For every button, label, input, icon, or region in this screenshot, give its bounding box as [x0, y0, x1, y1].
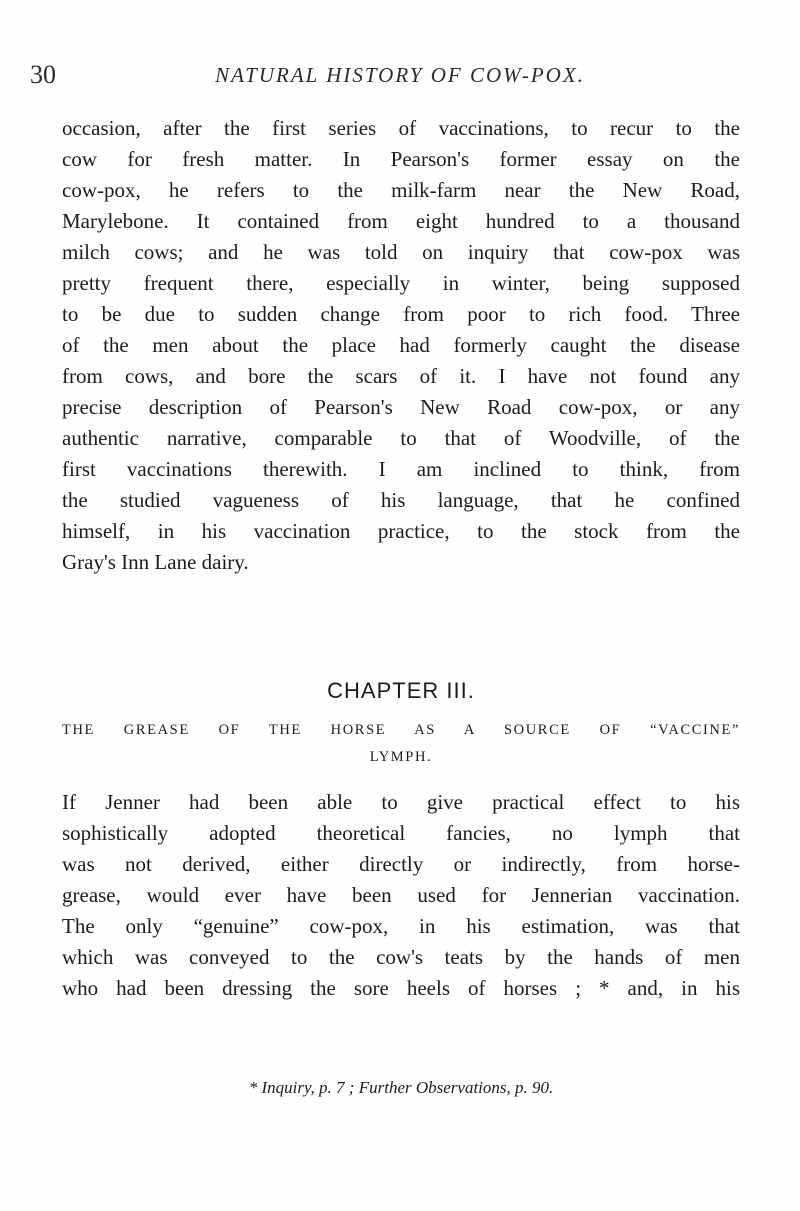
text-line: was not derived, either directly or indirectly, from horse- — [62, 852, 740, 876]
footnote: * Inquiry, p. 7 ; Further Observations, p. 90. — [248, 1078, 554, 1097]
text-line: from cows, and bore the scars of it. I have not found any — [62, 364, 740, 388]
page-number: 30 — [30, 60, 56, 89]
text-line: who had been dressing the sore heels of horses ; * and, in his — [62, 976, 740, 1000]
chapter-subtitle: THE GREASE OF THE HORSE AS A SOURCE OF “VACCINE” — [62, 722, 740, 738]
chapter-title: CHAPTER III. — [327, 678, 475, 703]
text-line: himself, in his vaccination practice, to the stock from the — [62, 519, 740, 543]
text-line: Gray's Inn Lane dairy. — [62, 550, 249, 574]
text-line: first vaccinations therewith. I am inclined to think, from — [62, 457, 740, 481]
text-line: of the men about the place had formerly caught the disease — [62, 333, 740, 357]
text-line: which was conveyed to the cow's teats by the hands of men — [62, 945, 740, 969]
text-line: If Jenner had been able to give practical effect to his — [62, 790, 740, 814]
text-line: the studied vagueness of his language, that he confined — [62, 488, 740, 512]
text-line: occasion, after the first series of vaccinations, to recur to the — [62, 116, 740, 140]
text-line: authentic narrative, comparable to that of Woodville, of the — [62, 426, 740, 450]
text-line: sophistically adopted theoretical fancies, no lymph that — [62, 821, 740, 845]
text-line: The only “genuine” cow-pox, in his estimation, was that — [62, 914, 740, 938]
text-line: to be due to sudden change from poor to rich food. Three — [62, 302, 740, 326]
text-line: milch cows; and he was told on inquiry that cow-pox was — [62, 240, 740, 264]
text-line: cow for fresh matter. In Pearson's former essay on the — [62, 147, 740, 171]
running-title: NATURAL HISTORY OF COW-POX. — [215, 63, 585, 87]
text-line: cow-pox, he refers to the milk-farm near the New Road, — [62, 178, 740, 202]
text-line: grease, would ever have been used for Jennerian vaccination. — [62, 883, 740, 907]
chapter-subtitle-continued: LYMPH. — [369, 749, 433, 765]
text-line: Marylebone. It contained from eight hundred to a thousand — [62, 209, 740, 233]
running-head — [30, 58, 770, 92]
text-line: pretty frequent there, especially in winter, being supposed — [62, 271, 740, 295]
text-line: precise description of Pearson's New Road cow-pox, or any — [62, 395, 740, 419]
